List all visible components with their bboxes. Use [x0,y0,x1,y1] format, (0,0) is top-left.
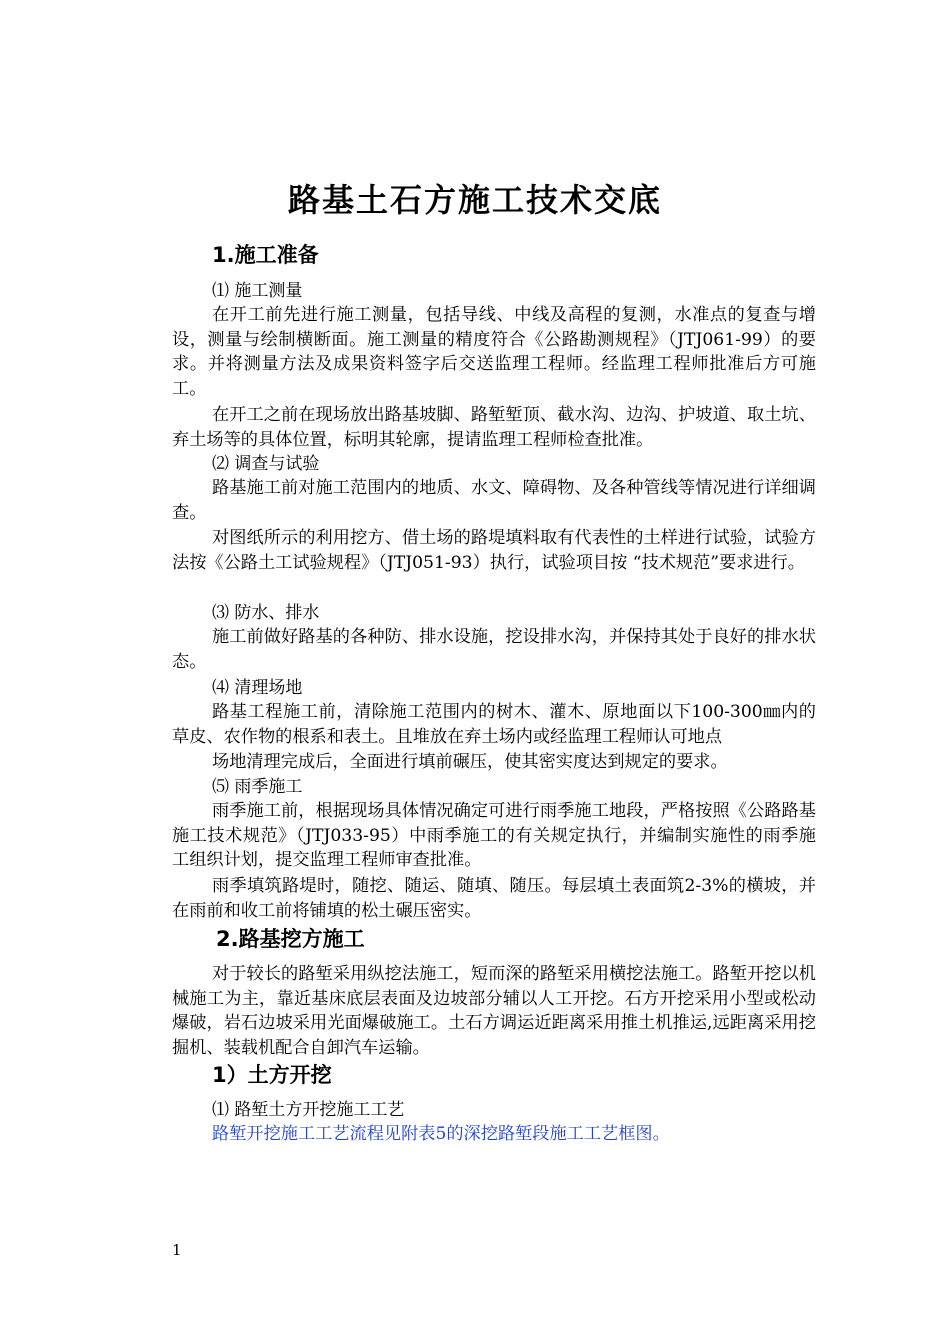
section-heading-excavation: 2.路基挖方施工 [216,927,365,951]
subsection-label-drainage: ⑶ 防水、排水 [212,603,320,623]
subsection-label-survey: ⑴ 施工测量 [212,281,303,301]
paragraph-clearing-1: 路基工程施工前，清除施工范围内的树木、灌木、原地面以下100-300㎜内的草皮、农作物的根系和表土。且堆放在弃土场内或经监理工程师认可地点 [172,702,816,747]
paragraph-drainage-1: 施工前做好路基的各种防、排水设施，挖设排水沟，并保持其处于良好的排水状态。 [172,627,816,672]
paragraph-clearing-2: 场地清理完成后，全面进行填前碾压，使其密实度达到规定的要求。 [212,752,728,772]
subsection-label-rainy-season: ⑸ 雨季施工 [212,777,303,797]
paragraph-survey-2: 在开工之前在现场放出路基坡脚、路堑堑顶、截水沟、边沟、护坡道、取土坑、弃土场等的具体位置，标明其轮廓，提请监理工程师检查批准。 [172,405,816,450]
document-title: 路基土石方施工技术交底 [287,181,662,219]
subsection-label-investigation: ⑵ 调查与试验 [212,454,320,474]
paragraph-survey-1: 在开工前先进行施工测量，包括导线、中线及高程的复测，水准点的复查与增设，测量与绘制横断面。施工测量的精度符合《公路勘测规程》（JTJ061-99）的要求。并将测量方法及成果资料签字后交送监理工程师。经监理工程师批准后方可施工。 [172,305,816,399]
section-heading-earth-excavation: 1）土方开挖 [212,1063,332,1087]
paragraph-investigation-1: 路基施工前对施工范围内的地质、水文、障碍物、及各种管线等情况进行详细调查。 [172,478,816,523]
paragraph-rainy-season-2: 雨季填筑路堤时，随挖、随运、随填、随压。每层填土表面筑2-3%的横坡，并在雨前和收工前将铺填的松土碾压密实。 [172,876,816,921]
subsection-label-cutting-process: ⑴ 路堑土方开挖施工工艺 [212,1100,405,1120]
paragraph-cutting-process-reference: 路堑开挖施工工艺流程见附表5的深挖路堑段施工工艺框图。 [212,1124,670,1144]
subsection-label-clearing: ⑷ 清理场地 [212,678,303,698]
paragraph-rainy-season-1: 雨季施工前，根据现场具体情况确定可进行雨季施工地段，严格按照《公路路基施工技术规范》（JTJ033-95）中雨季施工的有关规定执行，并编制实施性的雨季施工组织计划，提交监理工程师审查批准。 [172,801,816,871]
paragraph-investigation-2: 对图纸所示的利用挖方、借土场的路堤填料取有代表性的土样进行试验，试验方法按《公路土工试验规程》（JTJ051-93）执行，试验项目按 “技术规范”要求进行。 [172,528,816,573]
paragraph-excavation-1: 对于较长的路堑采用纵挖法施工，短而深的路堑采用横挖法施工。路堑开挖以机械施工为主，靠近基床底层表面及边坡部分辅以人工开挖。石方开挖采用小型或松动爆破，岩石边坡采用光面爆破施工。土石方调运近距离采用推土机推运,远距离采用挖掘机、装载机配合自卸汽车运输。 [172,964,816,1058]
page-number: 1 [172,1241,182,1259]
section-heading-preparation: 1.施工准备 [212,243,319,267]
